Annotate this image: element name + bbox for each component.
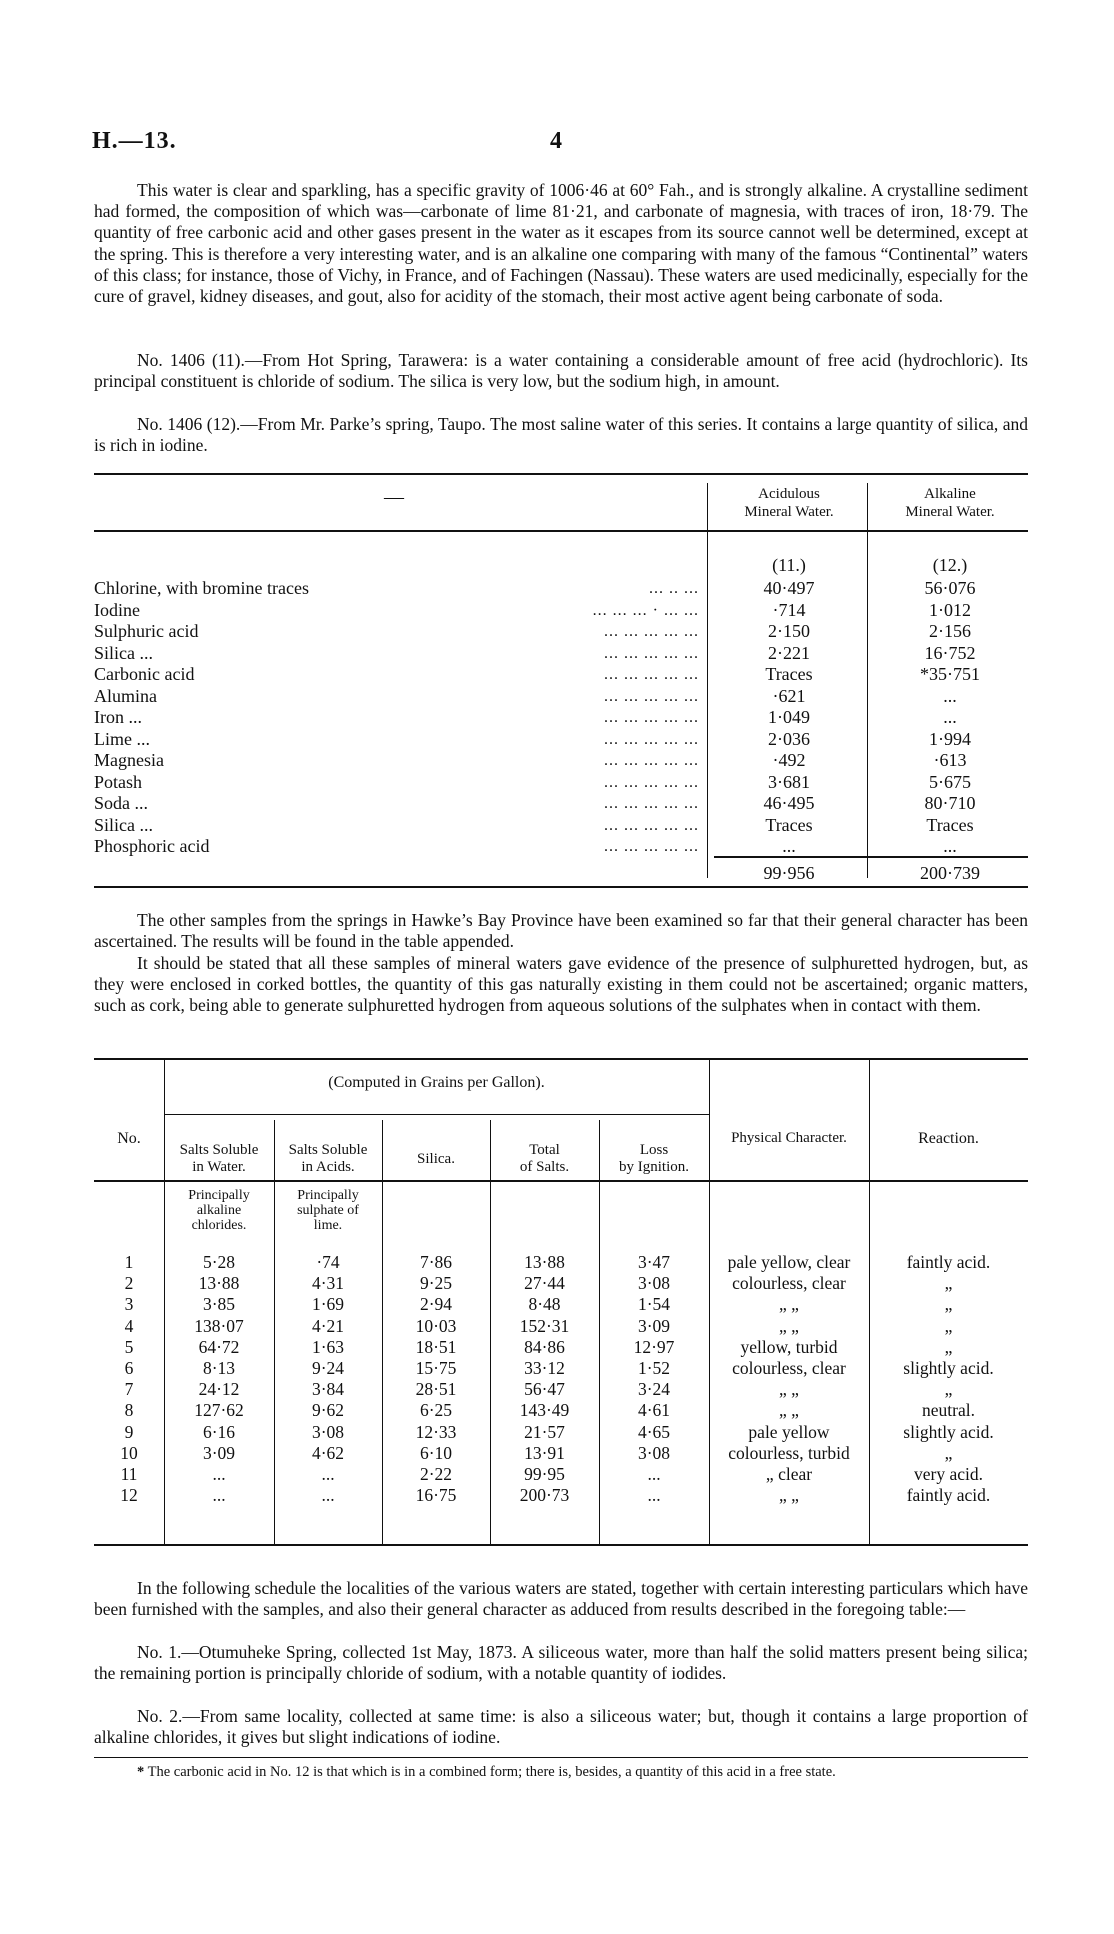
header-rule xyxy=(94,1180,1028,1182)
row-number: 8 xyxy=(124,1400,134,1421)
total-salts-value: 152·31 xyxy=(519,1315,570,1336)
analysis-row-name: Phosphoric acid xyxy=(94,836,210,856)
leader-dots: ... ... ... ... ... xyxy=(604,730,699,748)
row-number: 3 xyxy=(124,1294,134,1315)
footnote xyxy=(94,1763,1028,1781)
salts-water-value: ... xyxy=(212,1485,226,1506)
reaction-value: „ xyxy=(944,1442,953,1463)
loss-ignition-value: 4·61 xyxy=(637,1400,671,1421)
alkaline-header: Alkaline Mineral Water. xyxy=(905,486,995,520)
salts-acids-value: 4·62 xyxy=(311,1442,345,1463)
total-salts-value: 84·86 xyxy=(524,1336,565,1357)
col-salts-water: Salts Soluble in Water. xyxy=(179,1142,259,1175)
reaction-value: „ xyxy=(944,1273,953,1294)
silica-value: 16·75 xyxy=(415,1485,457,1506)
acidulous-value: 40·497 xyxy=(763,578,815,598)
physical-character-value: colourless, turbid xyxy=(728,1442,850,1463)
total-salts-value: 99·95 xyxy=(524,1464,565,1484)
page-number: 4 xyxy=(550,128,562,154)
acidulous-value: Traces xyxy=(765,664,813,684)
table-top-rule xyxy=(94,1058,1028,1060)
acidulous-value: ... xyxy=(782,836,796,856)
silica-value: 15·75 xyxy=(415,1358,457,1378)
total-salts-value: 8·48 xyxy=(528,1294,561,1315)
total-salts-value: 13·88 xyxy=(524,1252,565,1272)
alkaline-value: ... xyxy=(943,685,957,706)
salts-water-value: 24·12 xyxy=(198,1379,240,1400)
col-salts-acids: Salts Soluble in Acids. xyxy=(288,1142,368,1175)
leader-dots: ... ... ... ... ... xyxy=(604,773,699,791)
physical-character-value: „ „ xyxy=(779,1485,799,1506)
physical-character-value: „ „ xyxy=(779,1315,799,1336)
salts-acids-value: 3·84 xyxy=(311,1379,345,1400)
loss-ignition-value: 1·52 xyxy=(637,1358,671,1378)
alkaline-value: 80·710 xyxy=(924,793,976,813)
col-total-salts: Total of Salts. xyxy=(519,1142,570,1175)
alkaline-value: ·613 xyxy=(933,750,967,770)
footnote-text: The carbonic acid in No. 12 is that which is in a combined form; there is, besides, a quantity of this acid in a free state. xyxy=(147,1764,836,1780)
acidulous-value: ·714 xyxy=(772,599,806,620)
total-salts-value: 33·12 xyxy=(524,1358,565,1378)
salts-water-value: 3·85 xyxy=(202,1294,236,1315)
closing-paragraph-1: In the following schedule the localities of the various waters are stated, together with certain interesting particulars which have been furnished with the samples, and also their general character as adduced from results described in the foregoing table:— xyxy=(94,1578,1028,1620)
row-number: 9 xyxy=(124,1421,134,1442)
salts-water-value: 64·72 xyxy=(198,1336,240,1357)
salts-water-value: 8·13 xyxy=(202,1358,236,1378)
col-physical-character: Physical Character. xyxy=(731,1130,847,1146)
col-loss-ignition: Loss by Ignition. xyxy=(619,1142,689,1175)
acidulous-value: Traces xyxy=(765,814,813,835)
row-number: 2 xyxy=(124,1273,134,1294)
silica-value: 7·86 xyxy=(419,1252,453,1272)
salts-water-value: 127·62 xyxy=(194,1400,244,1421)
closing-paragraph-3: No. 2.—From same locality, collected at same time: is also a siliceous water; but, though it contains a large proportion of alkaline chlorides, it gives but slight indications of iodine. xyxy=(94,1706,1028,1748)
intro-paragraph-2: No. 1406 (11).—From Hot Spring, Tarawera: is a water containing a considerable amount of free acid (hydrochloric). Its principal constituent is chloride of sodium. The silica is very low, but the sodium high, in amount. xyxy=(94,350,1028,392)
alkaline-value: 1·012 xyxy=(929,599,971,620)
reaction-value: „ xyxy=(944,1315,953,1336)
total-salts-value: 27·44 xyxy=(524,1273,565,1294)
salts-table xyxy=(94,1058,1028,1546)
salts-water-value: 13·88 xyxy=(198,1273,240,1294)
loss-ignition-value: 4·65 xyxy=(637,1421,671,1442)
leader-dots: ... ... ... ... ... xyxy=(604,623,699,640)
reaction-value: neutral. xyxy=(922,1400,975,1421)
analysis-row-name: Chlorine, with bromine traces xyxy=(94,578,309,598)
salts-water-value: ... xyxy=(212,1464,226,1484)
blank-header: — xyxy=(384,486,404,508)
silica-value: 12·33 xyxy=(415,1421,457,1442)
sample-no-11: (11.) xyxy=(772,555,806,575)
closing-paragraph-2: No. 1.—Otumuheke Spring, collected 1st May, 1873. A siliceous water, more than half the solid matters present being silica; the remaining portion is principally chloride of sodium, with a notable quantity of iodides. xyxy=(94,1642,1028,1684)
row-number: 12 xyxy=(120,1485,138,1506)
analysis-row-name: Soda ... xyxy=(94,793,148,813)
report-code: H.—13. xyxy=(92,128,177,154)
reaction-value: „ xyxy=(944,1336,953,1357)
middle-paragraph-1: The other samples from the springs in Hawke’s Bay Province have been examined so far that their general character has been ascertained. The results will be found in the table appended. xyxy=(94,910,1028,952)
leader-dots: ... ... ... ... ... xyxy=(604,838,699,855)
alkaline-value: Traces xyxy=(926,814,974,835)
analysis-row-name: Iron ... xyxy=(94,707,142,727)
table-top-rule xyxy=(94,473,1028,475)
page-header xyxy=(92,128,1022,158)
silica-value: 9·25 xyxy=(419,1273,453,1294)
header-rule xyxy=(94,530,1028,532)
loss-ignition-value: 3·47 xyxy=(637,1252,671,1272)
physical-character-value: „ „ xyxy=(779,1294,799,1315)
leader-dots: ... ... ... ... ... xyxy=(604,687,699,705)
footnote-rule xyxy=(94,1757,1028,1758)
no-header: No. xyxy=(117,1130,141,1147)
salts-acids-value: ·74 xyxy=(316,1252,340,1272)
physical-character-value: pale yellow xyxy=(748,1421,830,1442)
acidulous-value: 2·036 xyxy=(768,728,810,749)
alkaline-value: 2·156 xyxy=(929,621,971,641)
silica-value: 18·51 xyxy=(415,1336,457,1357)
loss-ignition-value: 3·08 xyxy=(637,1442,671,1463)
leader-dots: ... ... ... ... ... xyxy=(604,666,699,683)
loss-ignition-value: ... xyxy=(647,1464,661,1484)
reaction-value: slightly acid. xyxy=(903,1421,994,1442)
table-bottom-rule xyxy=(94,1544,1028,1546)
silica-value: 6·10 xyxy=(419,1442,453,1463)
salts-acids-value: 4·21 xyxy=(311,1315,345,1336)
analysis-row-name: Alumina xyxy=(94,685,157,706)
loss-ignition-value: 3·09 xyxy=(637,1315,671,1336)
alkaline-value: *35·751 xyxy=(920,664,980,684)
salts-acids-value: 1·69 xyxy=(311,1294,345,1315)
leader-dots: ... ... ... ... ... xyxy=(604,709,699,726)
salts-acids-value: ... xyxy=(321,1464,335,1484)
salts-acids-value: 9·62 xyxy=(311,1400,345,1421)
acidulous-value: 1·049 xyxy=(768,707,810,727)
column-divider xyxy=(707,483,708,878)
loss-ignition-value: 3·24 xyxy=(637,1379,671,1400)
table-bottom-rule xyxy=(94,886,1028,888)
analysis-row-name: Lime ... xyxy=(94,728,150,749)
subheader-rule xyxy=(164,1114,709,1115)
reaction-value: „ xyxy=(944,1379,953,1400)
total-salts-value: 21·57 xyxy=(524,1421,565,1442)
analysis-row-name: Sulphuric acid xyxy=(94,621,199,641)
salts-water-value: 5·28 xyxy=(202,1252,236,1272)
salts-acids-value: 3·08 xyxy=(311,1421,345,1442)
loss-ignition-value: 12·97 xyxy=(633,1336,675,1357)
total-salts-value: 13·91 xyxy=(524,1442,565,1463)
row-number: 5 xyxy=(124,1336,134,1357)
acidulous-value: ·621 xyxy=(772,685,806,706)
sample-no-12: (12.) xyxy=(932,555,968,575)
footnote-mark: * xyxy=(137,1764,145,1780)
physical-character-value: colourless, clear xyxy=(732,1358,846,1378)
acidulous-header: Acidulous Mineral Water. xyxy=(744,486,834,520)
analysis-row-name: Magnesia xyxy=(94,750,164,770)
analysis-row-name: Silica ... xyxy=(94,642,153,663)
acidulous-value: 2·221 xyxy=(768,642,810,663)
row-number: 6 xyxy=(124,1358,134,1378)
silica-value: 2·22 xyxy=(419,1464,453,1484)
total-acidulous: 99·956 xyxy=(763,863,815,883)
alkaline-value: 56·076 xyxy=(924,578,976,598)
row-number: 1 xyxy=(124,1252,134,1272)
physical-character-value: „ „ xyxy=(779,1400,799,1421)
reaction-value: very acid. xyxy=(914,1464,983,1484)
alkaline-value: 5·675 xyxy=(929,771,971,792)
total-salts-value: 143·49 xyxy=(519,1400,570,1421)
physical-character-value: „ „ xyxy=(779,1379,799,1400)
leader-dots: ... ... ... · ... ... xyxy=(592,601,699,619)
total-salts-value: 200·73 xyxy=(519,1485,570,1506)
salts-acids-value: 1·63 xyxy=(311,1336,345,1357)
silica-value: 10·03 xyxy=(415,1315,457,1336)
silica-value: 2·94 xyxy=(419,1294,453,1315)
physical-character-value: „ clear xyxy=(765,1464,813,1484)
total-rule xyxy=(714,856,1028,858)
reaction-value: faintly acid. xyxy=(906,1485,991,1506)
physical-character-value: pale yellow, clear xyxy=(727,1252,851,1272)
alkaline-value: ... xyxy=(943,707,957,727)
physical-character-value: yellow, turbid xyxy=(740,1336,838,1357)
note-salts-water: Principally alkaline chlorides. xyxy=(188,1188,250,1233)
alkaline-value: 16·752 xyxy=(924,642,976,663)
mineral-analysis-table xyxy=(94,473,1028,893)
silica-value: 6·25 xyxy=(419,1400,453,1421)
salts-water-value: 138·07 xyxy=(194,1315,244,1336)
middle-paragraph-2: It should be stated that all these samples of mineral waters gave evidence of the presence of sulphuretted hydrogen, but, as they were enclosed in corked bottles, the quantity of this gas naturally existing in them could not be ascertained; organic matters, such as cork, being able to generate sulphuretted hydrogen from aqueous solutions of the sulphates when in contact with them. xyxy=(94,953,1028,1016)
col-reaction: Reaction. xyxy=(918,1130,979,1147)
loss-ignition-value: 3·08 xyxy=(637,1273,671,1294)
physical-character-value: colourless, clear xyxy=(732,1273,846,1294)
loss-ignition-value: 1·54 xyxy=(637,1294,671,1315)
loss-ignition-value: ... xyxy=(647,1485,661,1506)
leader-dots: ... ... ... ... ... xyxy=(604,752,699,769)
leader-dots: ... .. ... xyxy=(649,580,699,597)
total-alkaline: 200·739 xyxy=(920,863,980,883)
salts-water-value: 3·09 xyxy=(202,1442,236,1463)
intro-paragraph-3: No. 1406 (12).—From Mr. Parke’s spring, Taupo. The most saline water of this series. It contains a large quantity of silica, and is rich in iodine. xyxy=(94,414,1028,456)
analysis-row-name: Iodine xyxy=(94,599,140,620)
acidulous-value: ·492 xyxy=(772,750,806,770)
leader-dots: ... ... ... ... ... xyxy=(604,644,699,662)
row-number: 10 xyxy=(120,1442,138,1463)
reaction-value: „ xyxy=(944,1294,953,1315)
alkaline-value: 1·994 xyxy=(929,728,971,749)
silica-value: 28·51 xyxy=(415,1379,457,1400)
leader-dots: ... ... ... ... ... xyxy=(604,816,699,834)
reaction-value: faintly acid. xyxy=(906,1252,991,1272)
leader-dots: ... ... ... ... ... xyxy=(604,795,699,812)
salts-acids-value: ... xyxy=(321,1485,335,1506)
salts-acids-value: 9·24 xyxy=(311,1358,345,1378)
analysis-row-name: Carbonic acid xyxy=(94,664,195,684)
row-number: 4 xyxy=(124,1315,134,1336)
analysis-row-name: Potash xyxy=(94,771,143,792)
column-divider xyxy=(867,483,868,878)
acidulous-value: 2·150 xyxy=(768,621,810,641)
col-silica: Silica. xyxy=(417,1151,455,1167)
acidulous-value: 3·681 xyxy=(768,771,810,792)
acidulous-value: 46·495 xyxy=(763,793,815,813)
total-salts-value: 56·47 xyxy=(524,1379,565,1400)
salts-acids-value: 4·31 xyxy=(311,1273,345,1294)
salts-water-value: 6·16 xyxy=(202,1421,236,1442)
reaction-value: slightly acid. xyxy=(903,1358,994,1378)
note-salts-acids: Principally sulphate of lime. xyxy=(297,1188,359,1233)
alkaline-value: ... xyxy=(943,836,957,856)
row-number: 7 xyxy=(124,1379,134,1400)
intro-paragraph-1: This water is clear and sparkling, has a specific gravity of 1006·46 at 60° Fah., and is strongly alkaline. A crystalline sediment had formed, the composition of which was—carbonate of lime 81·21, and carbonate of magnesia, with traces of iron, 18·79. The quantity of free carbonic acid and other gases present in the water as it escapes from its source cannot well be determined, except at the spring. This is therefore a very interesting water, and is an alkaline one comparing with many of the famous “Continental” waters of this class; for instance, those of Vichy, in France, and of Fachingen (Nassau). These waters are used medicinally, especially for the cure of gravel, kidney diseases, and gout, also for acidity of the stomach, their most active agent being carbonate of soda. xyxy=(94,180,1028,307)
row-number: 11 xyxy=(120,1464,138,1484)
analysis-row-name: Silica ... xyxy=(94,814,153,835)
computed-header: (Computed in Grains per Gallon). xyxy=(328,1074,545,1091)
